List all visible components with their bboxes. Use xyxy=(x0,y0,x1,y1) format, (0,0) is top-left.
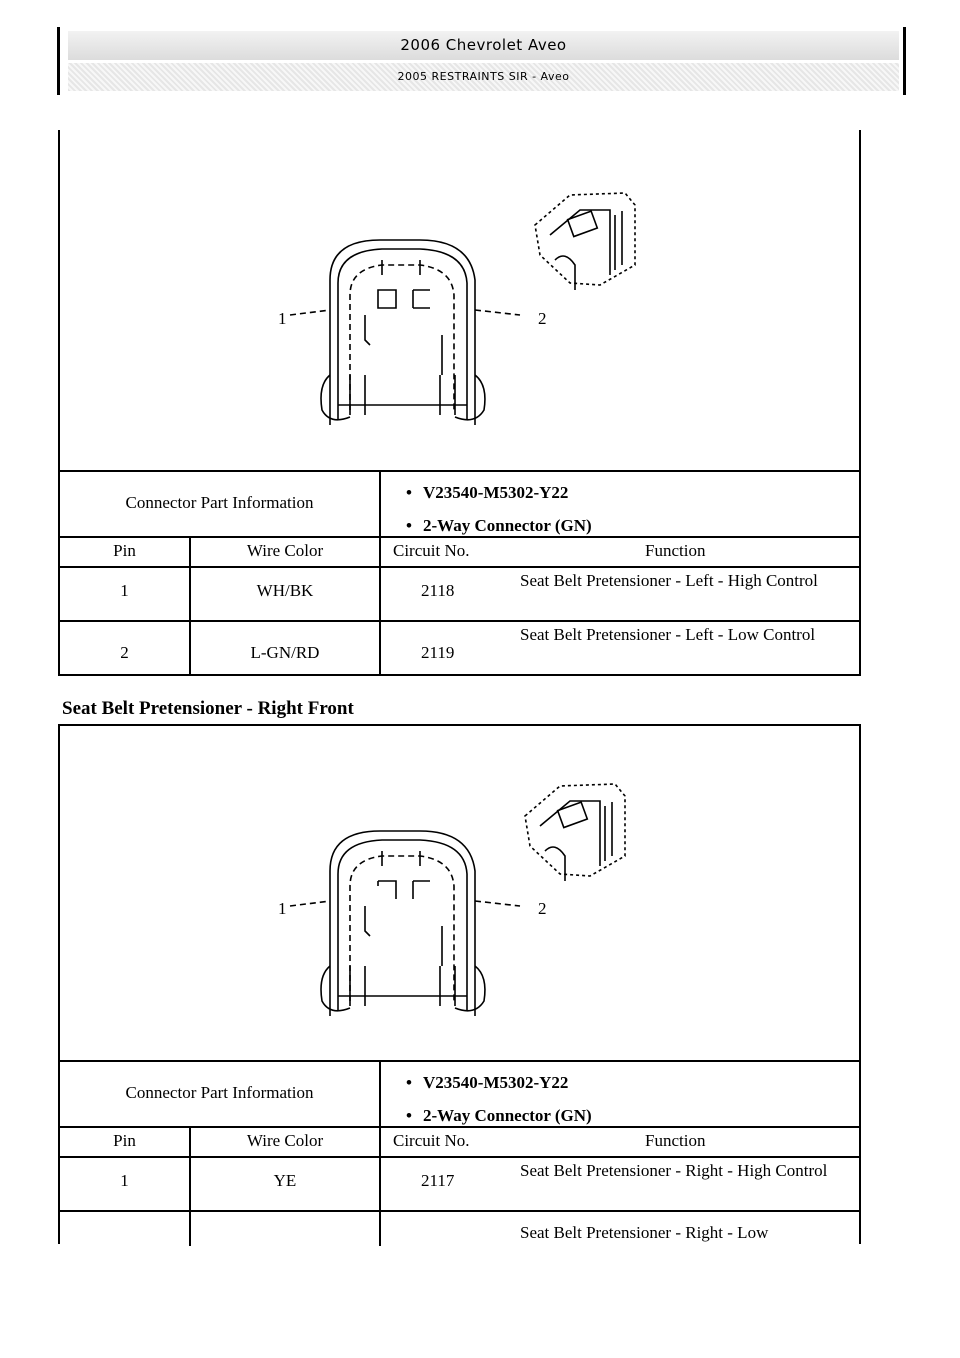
diagram-pin-label-2: 2 xyxy=(538,309,547,328)
table-row-2-wire: L-GN/RD xyxy=(250,643,320,662)
column-header-pin: Pin xyxy=(113,541,136,560)
column-header-circuit: Circuit No. xyxy=(393,541,470,560)
connector-part-info-list xyxy=(403,476,592,542)
document-subtitle: 2005 RESTRAINTS SIR - Aveo xyxy=(68,63,899,91)
table-row-1-wire: WH/BK xyxy=(256,581,314,600)
column-header-wire-color: Wire Color xyxy=(246,541,324,560)
column-header-function: Function xyxy=(645,541,706,560)
column-header-circuit: Circuit No. xyxy=(393,1131,470,1150)
diagram-pin-label-1: 1 xyxy=(278,309,287,328)
table-row-2-pin: 2 xyxy=(120,643,129,662)
connector-part-number: • V23540-M5302-Y22 xyxy=(403,476,592,509)
table-row-1-circuit: 2117 xyxy=(421,1171,455,1190)
table-row-2-circuit: 2119 xyxy=(421,643,455,662)
diagram-pin-label-2: 2 xyxy=(538,899,547,918)
column-header-function: Function xyxy=(645,1131,706,1150)
table-row-1-function: Seat Belt Pretensioner - Right - High Control xyxy=(520,1161,828,1180)
connector-diagram-right xyxy=(270,771,710,1071)
section-caption: Seat Belt Pretensioner - Right Front xyxy=(62,698,354,719)
table-row-1-wire: YE xyxy=(273,1171,297,1190)
connector-part-info-label: Connector Part Information xyxy=(125,1083,314,1102)
document-header xyxy=(57,27,906,95)
connector-part-info-list xyxy=(403,1066,592,1132)
connector-type: • 2-Way Connector (GN) xyxy=(403,1099,592,1132)
connector-type: • 2-Way Connector (GN) xyxy=(403,509,592,542)
table-row-1-pin: 1 xyxy=(120,1171,129,1190)
connector-table-right xyxy=(58,724,861,1244)
connector-part-info-label: Connector Part Information xyxy=(125,493,314,512)
table-row-1-function: Seat Belt Pretensioner - Left - High Control xyxy=(520,571,818,590)
table-row-2-function: Seat Belt Pretensioner - Right - Low xyxy=(520,1223,769,1242)
document-title: 2006 Chevrolet Aveo xyxy=(68,31,899,60)
diagram-pin-label-1: 1 xyxy=(278,899,287,918)
connector-part-number: • V23540-M5302-Y22 xyxy=(403,1066,592,1099)
column-header-wire-color: Wire Color xyxy=(246,1131,324,1150)
connector-table-left xyxy=(58,130,861,676)
connector-diagram-left xyxy=(270,185,710,485)
table-row-1-circuit: 2118 xyxy=(421,581,455,600)
column-header-pin: Pin xyxy=(113,1131,136,1150)
table-row-2-function: Seat Belt Pretensioner - Left - Low Control xyxy=(520,625,816,644)
table-row-1-pin: 1 xyxy=(120,581,129,600)
